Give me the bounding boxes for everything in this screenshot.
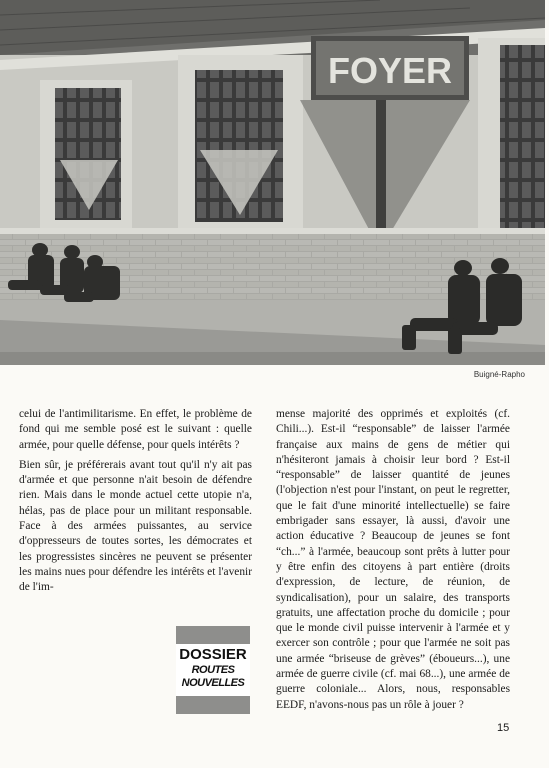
photo-soldiers-foyer — [0, 0, 545, 365]
foyer-sign-text: FOYER — [327, 50, 453, 91]
logo-line-nouvelles: NOUVELLES — [181, 677, 245, 689]
article-paragraph: Bien sûr, je préférerais avant tout qu'il n'y ait pas d'armée et que personne n'ait besoin de défendre rien. Mais dans le monde actuel cette utopie n'a, hélas, pas de place pour un militant responsable. Face à des armées puissantes, au service d'oppresseurs de toutes sortes, les démocrates et les progressistes sincères ne peuvent se présenter les mains nues pour défendre les intérêts et l'avenir de l'im- — [19, 458, 252, 594]
article-paragraph: celui de l'antimilitarisme. En effet, le problème de fond qui me semble posé est le suivant : quelle armée, pour quelle défense, pour quels intérêts ? — [19, 408, 252, 451]
photo-credit: Buigné-Rapho — [473, 370, 525, 379]
dossier-routes-nouvelles-logo — [176, 626, 250, 714]
article-column-right — [276, 407, 510, 718]
article-column-left — [19, 407, 252, 601]
page-number: 15 — [497, 722, 510, 734]
logo-bar-top — [176, 626, 250, 644]
logo-line-dossier: DOSSIER — [179, 646, 247, 663]
article-paragraph: mense majorité des opprimés et exploités (cf. Chili...). Est-il “responsable” de laisser l'armée française aux mains de gens de métier qui n'hésiteront jamais à choisir leur bord ? Est-il “responsable” de laisser quantité de jeunes (l'objection n'est pour l'instant, on peut le regretter, que le fait d'une minorité intellectuelle) se faire embrigader sans essayer, là aussi, d'avoir une action éducative ? Beaucoup de jeunes se font “ch...” à l'armée, beaucoup sont prêts à lutter pour y être enfin des citoyens à part entière (droits d'expression, de lecture, de réunion, de syndicalisation), pour un salaire, des transports gratuits, une affectation proche du domicile ; pour que le monde civil puisse intervenir à l'armée et y exercer son contrôle ; pour que l'armée ne soit pas une armée “briseuse de grèves” (éboueurs...), une armée de guerre civile (cf. mai 68...), une armée de guerre coloniale... Alors, nous, responsables EEDF, n'avons-nous pas un rôle à jouer ? — [276, 408, 510, 711]
logo-bar-bottom — [176, 696, 250, 714]
logo-line-routes: ROUTES — [191, 664, 235, 676]
